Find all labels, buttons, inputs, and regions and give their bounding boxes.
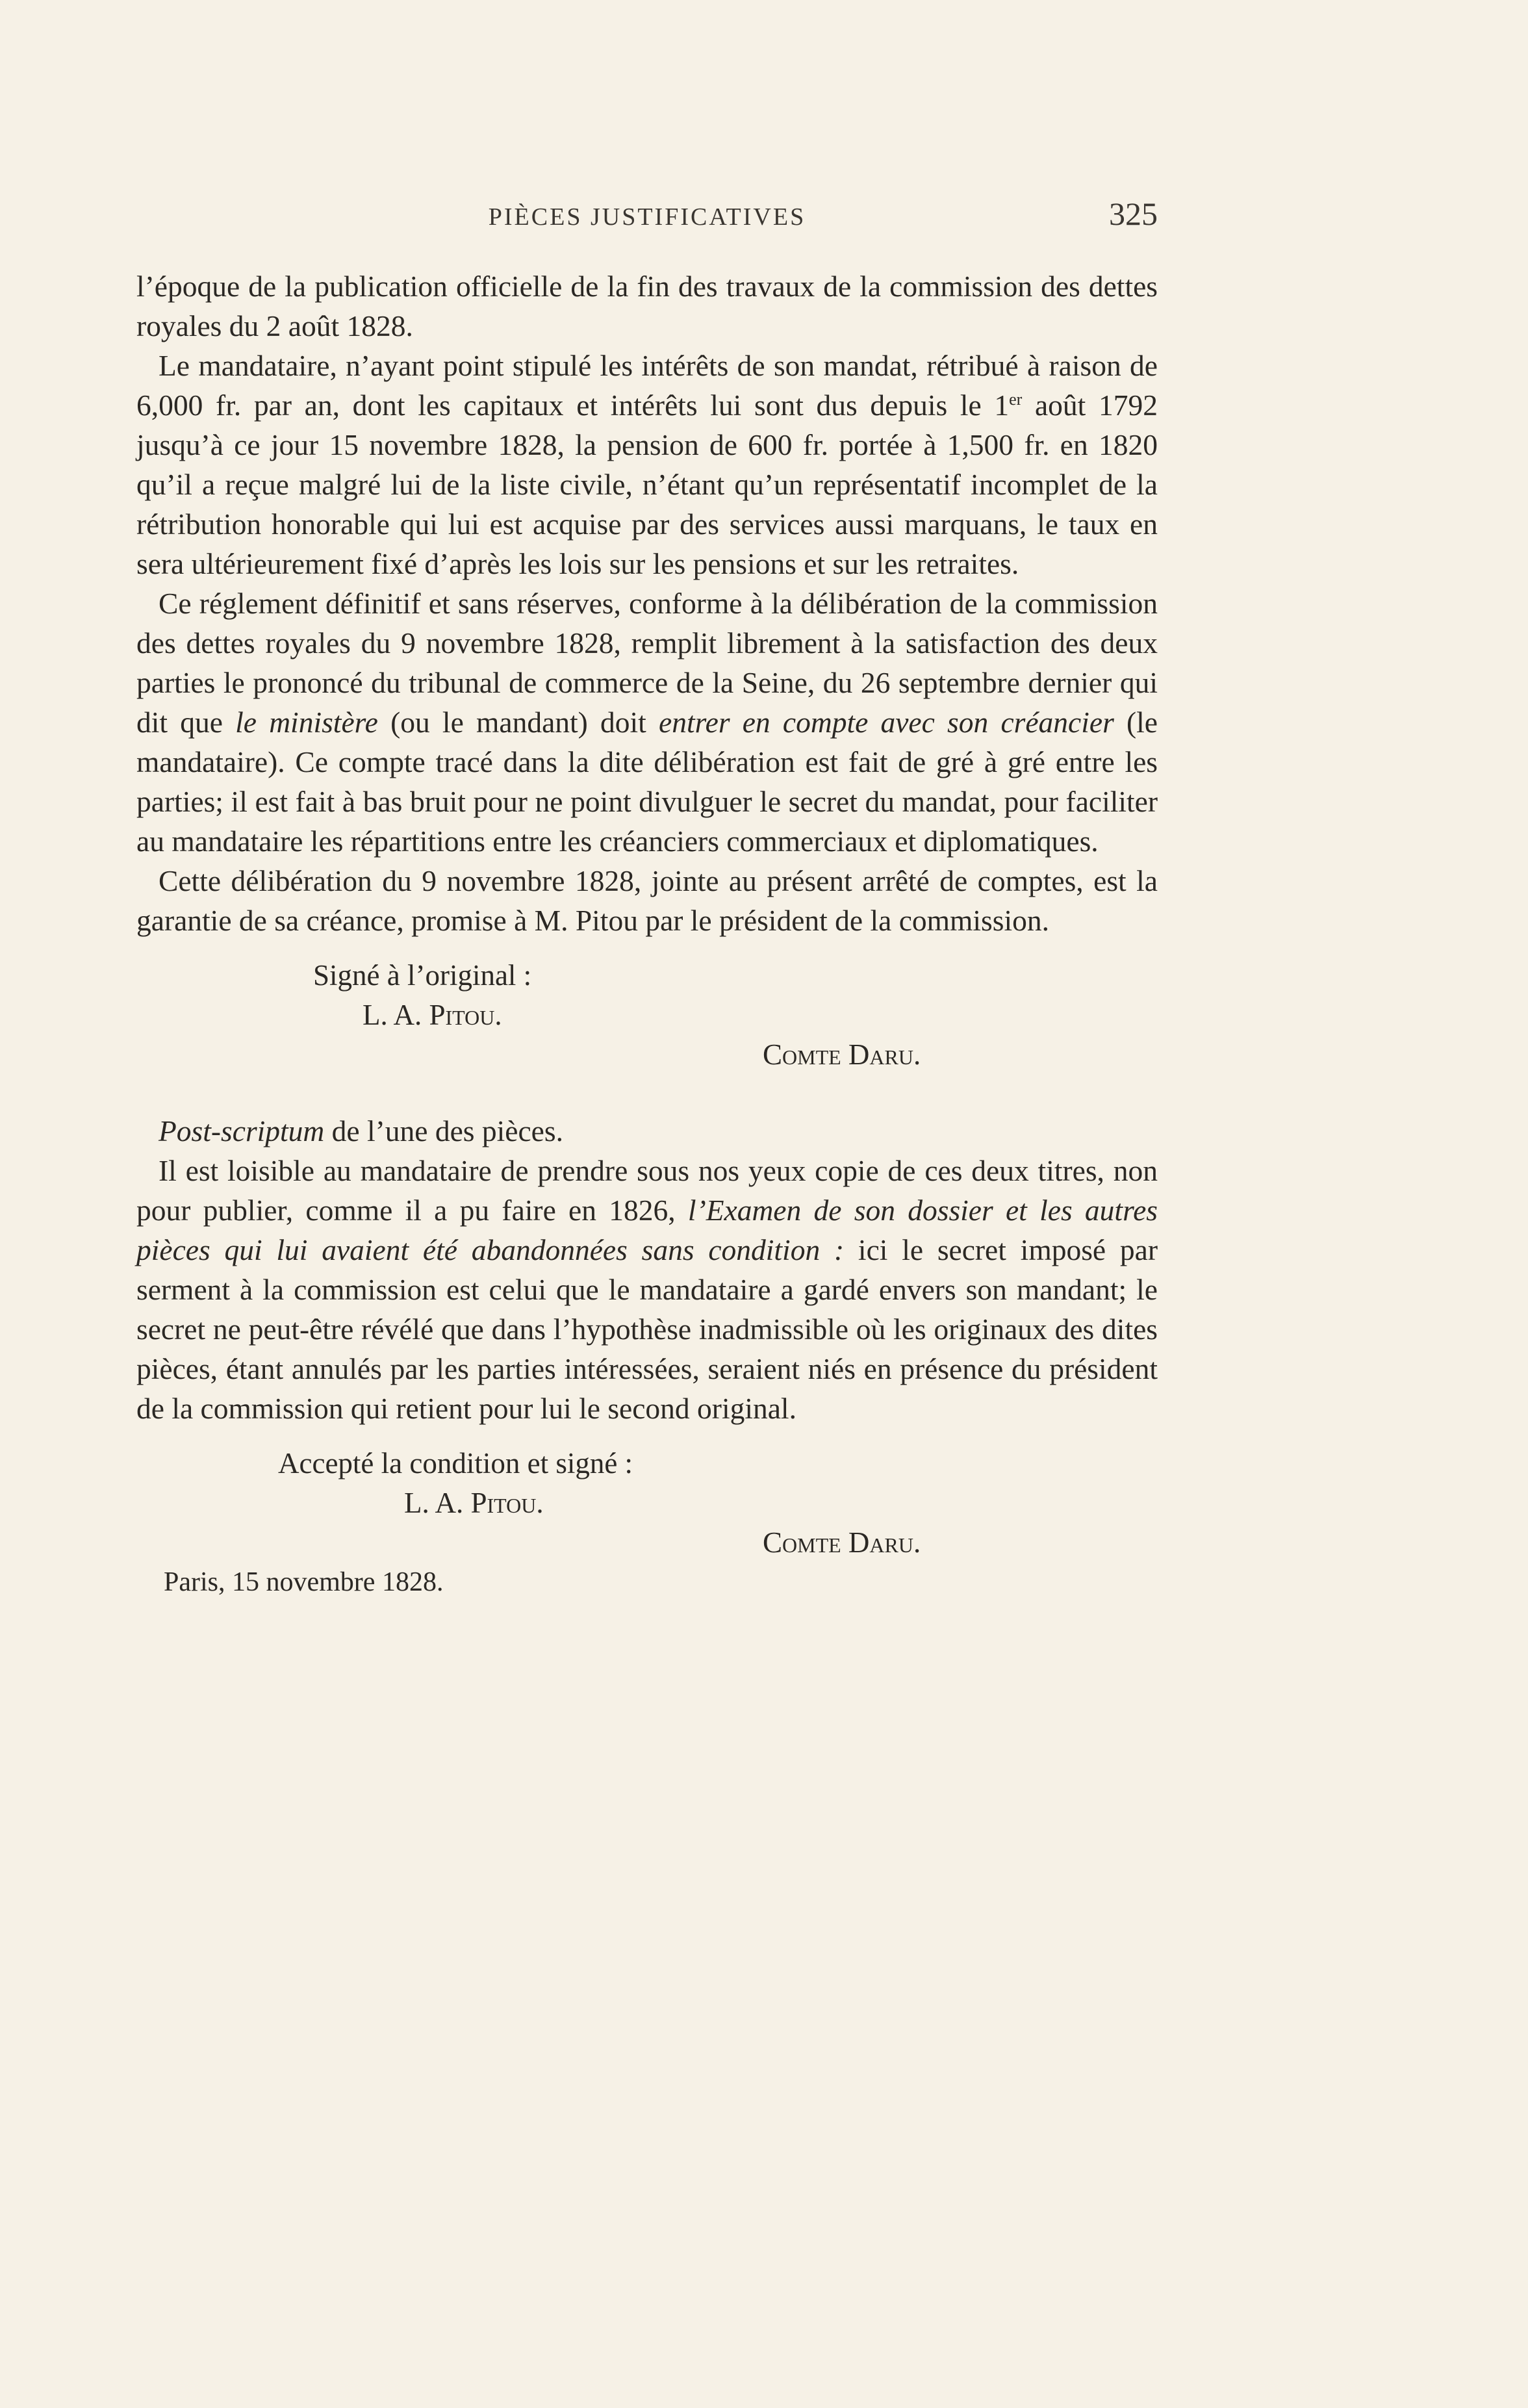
paragraph-5-italic: l’Examen de son dossier et les autres pièces qui lui avaient été abandonnées sans condition : [136, 1194, 1158, 1266]
date-line [136, 1563, 1158, 1602]
running-head-title: PIÈCES JUSTIFICATIVES [488, 203, 806, 231]
signature-block-2-line-3 [136, 1523, 1158, 1563]
page-body [136, 266, 1158, 1602]
signature-block-1-line-1 [136, 956, 1158, 995]
paragraph-5-text-a: Il est loisible au mandataire de prendre sous nos yeux copie de ces deux titres, non pour publier, comme il a pu faire en 1826, [136, 1154, 1158, 1227]
signature-block-1-line-3 [136, 1035, 1158, 1075]
accepted-condition-label: Accepté la condition et signé : [278, 1447, 633, 1479]
paragraph-3 [136, 583, 1158, 861]
paragraph-3-text-b: (ou le mandant) doit [377, 706, 659, 739]
paragraph-2-text-b: août 1792 jusqu’à ce jour 15 novembre 1828, la pension de 600 fr. portée à 1,500 fr. en 1820 qu’il a reçue malgré lui de la liste civile, n’étant qu’un représentatif incomplet de la rétribution honorable qui lui est acquise par des services aussi marquans, le taux en sera ultérieurement fixé d’après les lois sur les pensions et sur les retraites. [136, 389, 1158, 580]
date: Paris, 15 novembre 1828. [164, 1567, 444, 1597]
paragraph-2 [136, 346, 1158, 583]
postscript-title: Post-scriptum [159, 1114, 325, 1147]
signature-block-2-line-1 [136, 1444, 1158, 1483]
paragraph-2-text-a: Le mandataire, n’ayant point stipulé les intérêts de son mandat, rétribué à raison de 6,000 fr. par an, dont les capitaux et intérêts lui sont dus depuis le 1 [136, 349, 1158, 422]
paragraph-4: Cette délibération du 9 novembre 1828, jointe au présent arrêté de comptes, est la garantie de sa créance, promise à M. Pitou par le président de la commission. [136, 864, 1158, 937]
signature-pitou-2: L. A. Pitou. [404, 1487, 544, 1519]
running-head [136, 195, 1158, 247]
paragraph-3-italic-2: entrer en compte avec son créancier [659, 706, 1114, 739]
paragraph-1: l’époque de la publication officielle de la fin des travaux de la commission des dettes royales du 2 août 1828. [136, 270, 1158, 342]
signed-original-label: Signé à l’original : [313, 959, 532, 992]
signature-daru: Comte Daru. [763, 1038, 921, 1071]
signature-block-1-line-2 [136, 995, 1158, 1035]
page-number: 325 [1109, 196, 1158, 232]
signature-pitou: L. A. Pitou. [363, 999, 502, 1031]
paragraph-3-text-c: (le mandataire). Ce compte tracé dans la dite délibération est fait de gré à gré entre les parties; il est fait à bas bruit pour ne point divulguer le secret du mandat, pour faciliter au mandataire les répartitions entre les créanciers commerciaux et diplomatiques. [136, 706, 1158, 858]
superscript-er: er [1009, 389, 1023, 409]
signature-block-2-line-2 [136, 1483, 1158, 1523]
paragraph-5 [136, 1151, 1158, 1428]
signature-daru-2: Comte Daru. [763, 1526, 921, 1559]
paragraph-3-text-a: Ce réglement définitif et sans réserves, conforme à la délibération de la commission des dettes royales du 9 novembre 1828, remplit librement à la satisfaction des deux parties le prononcé du tribunal de commerce de la Seine, du 26 septembre dernier qui dit que [136, 587, 1158, 739]
postscript-title-rest: de l’une des pièces. [324, 1114, 563, 1147]
paragraph-5-text-b: ici le secret imposé par serment à la commission est celui que le mandataire a gardé envers son mandant; le secret ne peut-être révélé que dans l’hypothèse inadmissible où les originaux des dites pièces, étant annulés par les parties intéressées, seraient niés en présence du président de la commission qui retient pour lui le second original. [136, 1233, 1158, 1425]
postscript-heading [136, 1111, 1158, 1151]
paragraph-3-italic-1: le ministère [235, 706, 378, 739]
